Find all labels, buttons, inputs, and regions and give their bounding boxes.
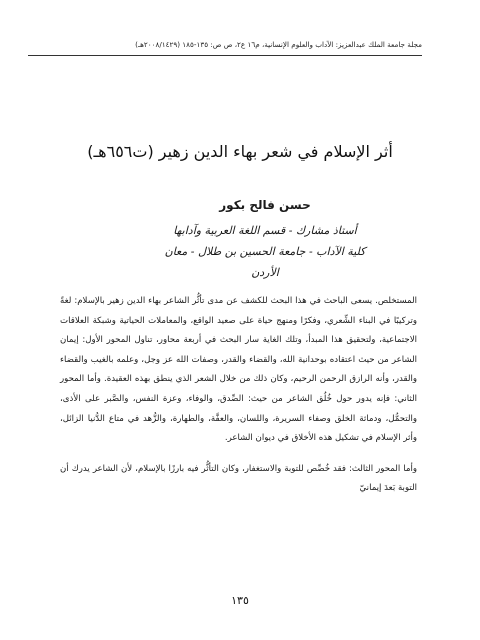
- author-block: [50, 197, 480, 283]
- abstract-paragraph-2: وأما المحور الثالث: فقد خُصِّص للتوبة والاستغفار، وكان التأثُّر فيه بارزًا بالإسلام، لأن الشاعر يدرك أن التوبة بَعدَ إيمانيّ: [60, 463, 417, 494]
- article-title: أثر الإسلام في شعر بهاء الدين زهير (ت٦٥٦هـ): [87, 142, 393, 161]
- abstract: [60, 292, 417, 499]
- affiliation-line-1: أستاذ مشارك - قسم اللغة العربية وآدابها: [173, 224, 357, 237]
- header-rule: [28, 55, 422, 56]
- page-number: ١٣٥: [231, 594, 249, 607]
- running-header: مجلة جامعة الملك عبدالعزيز: الآداب والعلوم الإنسانية، م١٦ ع٢، ص ص: ١٣٥-١٨٥ (٢٠٠٨/١٤٢٩هـ): [135, 40, 422, 49]
- abstract-paragraph-1: المستخلص. يسعى الباحث في هذا البحث للكشف عن مدى تأثُّر الشاعر بهاء الدين زهير بالإسلام: لغةً وتركيبًا في البناء الشِّعري، وفكرًا ومنهج حياة على صعيد الواقع، والمعاملات الحياتية وشبكة العلاقات الاجتماعية، ولتحقيق هذا المبدأ، وتلك الغاية سار البحث في أربعة محاور، تناول المحور الأول: إيمان الشاعر من حيث اعتقاده بوحدانية الله، والقضاء والقدر، وصفات الله عز وجل، وعلمه بالغيب والقضاء والقدر، وأنه الرازق الرحمن الرحيم، وكان ذلك من خلال الشعر الذي ينطق بهذه العقيدة. وأما المحور الثاني: فإنه يدور حول خُلُق الشاعر من حيث: الصِّدق، والوفاء، وعزة النفس، والصَّبر على الأذى، والتحمُّل، ودماثة الخلق وصفاء السريرة، واللسان، والعفَّة، والطهارة، والزُّهد في متاع الدُّنيا الزائل، وأثر الإسلام في تشكيل هذه الأخلاق في ديوان الشاعر.: [60, 296, 417, 444]
- affiliation-line-3: الأردن: [251, 266, 279, 279]
- affiliation-line-2: كلية الآداب - جامعة الحسين بن طلال - معان: [164, 245, 366, 258]
- author-name: حسن فالح بكور: [219, 198, 311, 212]
